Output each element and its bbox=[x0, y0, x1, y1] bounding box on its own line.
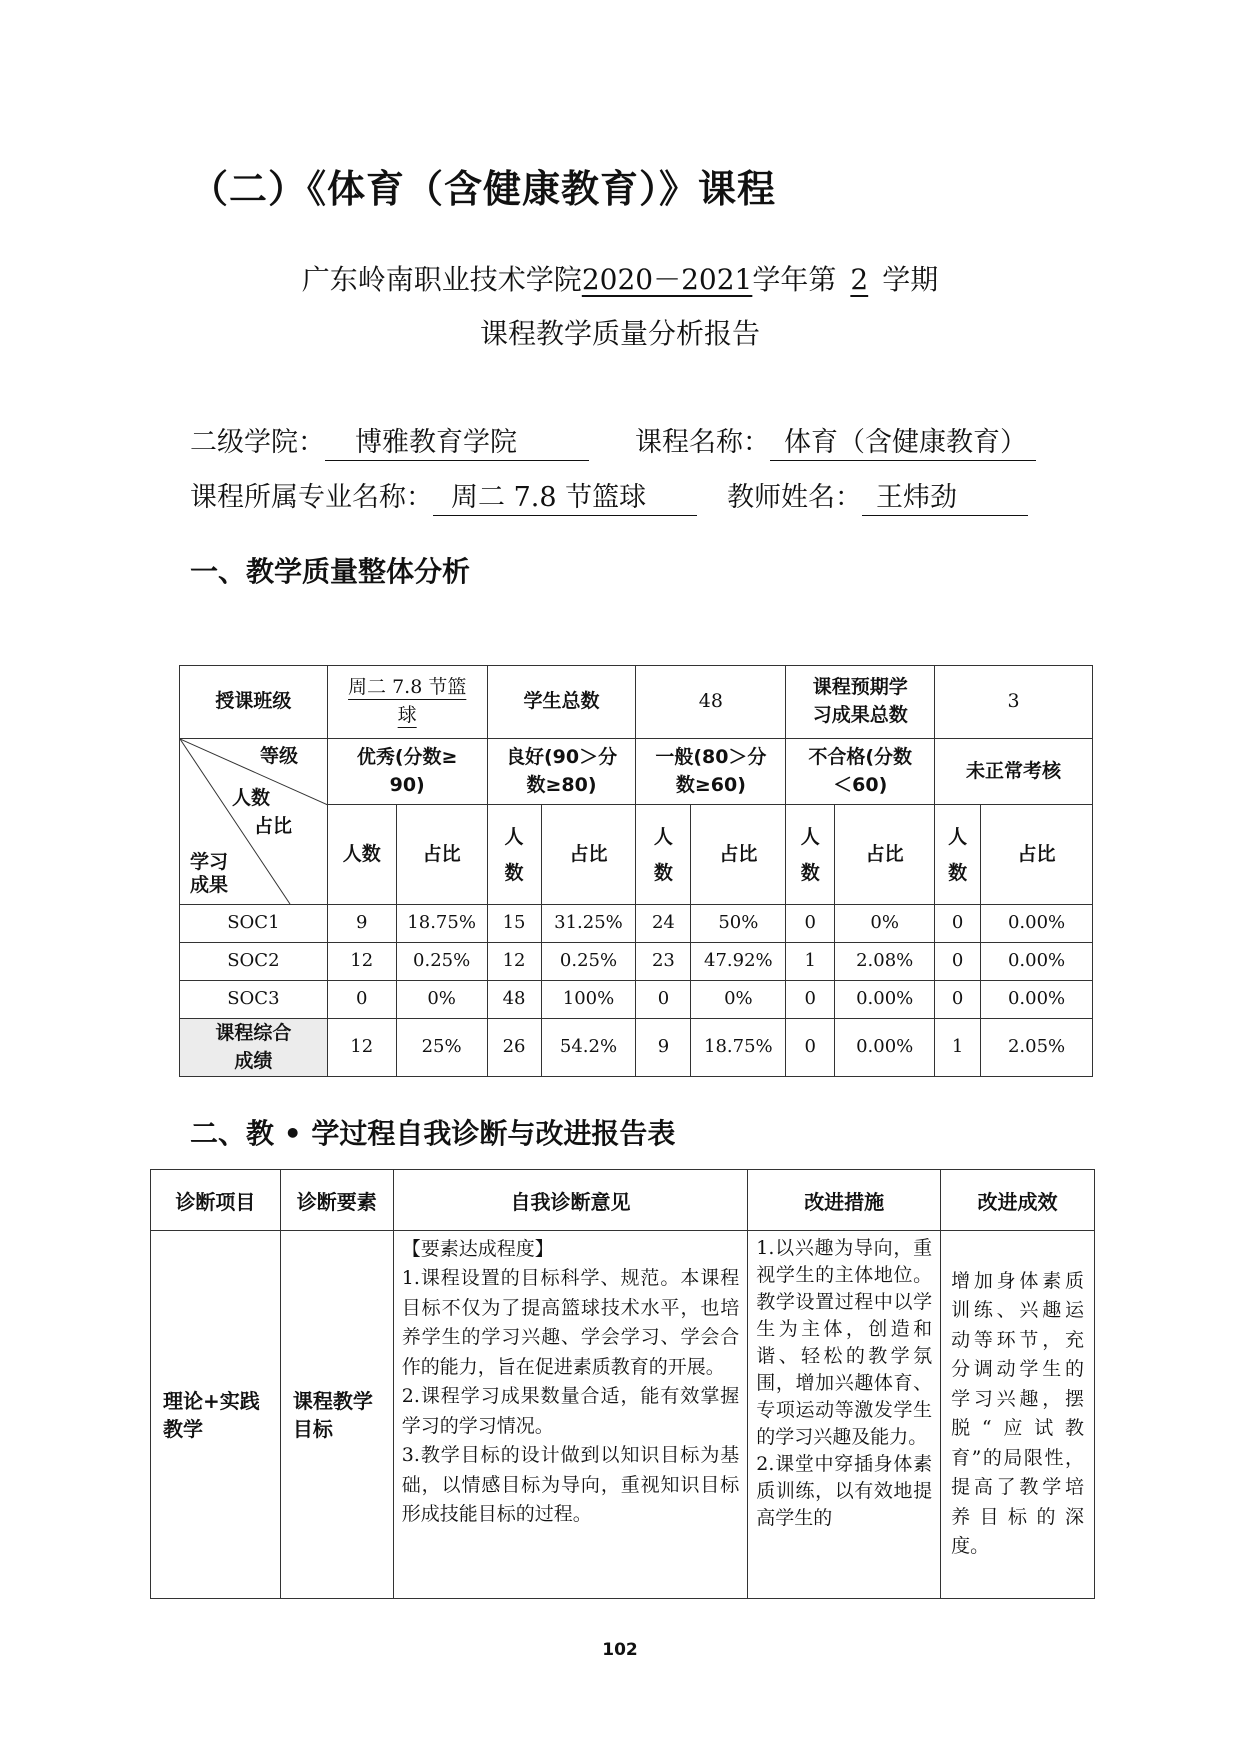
cell: 0.00% bbox=[835, 981, 935, 1019]
grade-good: 良好(90＞分 数≥80) bbox=[487, 739, 636, 805]
diag-count-label: 人数 bbox=[232, 787, 271, 809]
cell: 100% bbox=[541, 981, 636, 1019]
diagonal-header-cell bbox=[180, 739, 328, 905]
cell: 0.00% bbox=[981, 981, 1093, 1019]
cell: 12 bbox=[327, 943, 396, 981]
count-header: 人 数 bbox=[786, 805, 835, 905]
year-suffix: 学年第 bbox=[752, 263, 837, 296]
course-value: 体育（含健康教育） bbox=[770, 426, 1036, 461]
major-label: 课程所属专业名称： bbox=[190, 482, 433, 513]
school-name: 广东岭南职业技术学院 bbox=[301, 263, 582, 296]
header-diagnosis-item: 诊断项目 bbox=[151, 1170, 281, 1231]
cell: 1 bbox=[786, 943, 835, 981]
cell: 50% bbox=[691, 905, 786, 943]
count-header: 人 数 bbox=[487, 805, 541, 905]
section-title-self-diagnosis: 二、教 • 学过程自我诊断与改进报告表 bbox=[190, 1117, 676, 1150]
year-range: 2020－2021 bbox=[581, 263, 753, 296]
header-diagnosis-element: 诊断要素 bbox=[280, 1170, 393, 1231]
expected-outcomes-value: 3 bbox=[935, 666, 1093, 739]
teacher-value: 王炜劲 bbox=[862, 481, 1028, 516]
opinion-heading: 【要素达成程度】 bbox=[401, 1238, 554, 1260]
total-row-name: 课程综合 成绩 bbox=[180, 1019, 328, 1077]
diag-ratio-label: 占比 bbox=[254, 815, 293, 837]
expected-outcomes-label: 课程预期学 习成果总数 bbox=[786, 666, 935, 739]
info-row-college-course bbox=[190, 420, 1036, 461]
cell: 0 bbox=[786, 981, 835, 1019]
diag-outcome-label: 学习 成果 bbox=[190, 851, 229, 896]
grade-fail: 不合格(分数 ＜60) bbox=[786, 739, 935, 805]
ratio-header: 占比 bbox=[981, 805, 1093, 905]
cell: 54.2% bbox=[541, 1019, 636, 1077]
college-label: 二级学院： bbox=[190, 427, 325, 458]
measures-text bbox=[748, 1231, 941, 1599]
cell: 0.25% bbox=[541, 943, 636, 981]
cell: 0.00% bbox=[835, 1019, 935, 1077]
cell: 0.25% bbox=[396, 943, 487, 981]
ratio-header: 占比 bbox=[691, 805, 786, 905]
count-header: 人 数 bbox=[935, 805, 981, 905]
teacher-label: 教师姓名： bbox=[727, 482, 862, 513]
grade-excellent: 优秀(分数≥ 90) bbox=[327, 739, 487, 805]
cell: 0 bbox=[636, 981, 691, 1019]
opinion-point: 1.课程设置的目标科学、规范。本课程目标不仅为了提高篮球技术水平，也培养学生的学习兴趣、学会学习、学会合作的能力，旨在促进素质教育的开展。 bbox=[401, 1267, 740, 1378]
grade-not-assessed: 未正常考核 bbox=[935, 739, 1093, 805]
ratio-header: 占比 bbox=[396, 805, 487, 905]
table-row bbox=[180, 943, 1093, 981]
measure-point: 2.课堂中穿插身体素质训练，以有效地提高学生的 bbox=[756, 1452, 933, 1529]
cell: 31.25% bbox=[541, 905, 636, 943]
header-effect: 改进成效 bbox=[941, 1170, 1095, 1231]
grade-average: 一般(80＞分 数≥60) bbox=[636, 739, 786, 805]
cell: 9 bbox=[636, 1019, 691, 1077]
cell: 2.08% bbox=[835, 943, 935, 981]
ratio-header: 占比 bbox=[541, 805, 636, 905]
class-label: 授课班级 bbox=[180, 666, 328, 739]
major-value: 周二 7.8 节篮球 bbox=[433, 481, 697, 516]
self-opinion-text bbox=[393, 1231, 748, 1599]
outcome-name: SOC3 bbox=[180, 981, 328, 1019]
cell: 18.75% bbox=[691, 1019, 786, 1077]
cell: 0 bbox=[786, 905, 835, 943]
cell: 25% bbox=[396, 1019, 487, 1077]
count-header: 人数 bbox=[327, 805, 396, 905]
cell: 0% bbox=[835, 905, 935, 943]
cell: 15 bbox=[487, 905, 541, 943]
cell: 2.05% bbox=[981, 1019, 1093, 1077]
quality-analysis-table bbox=[179, 665, 1093, 1077]
header-measures: 改进措施 bbox=[748, 1170, 941, 1231]
total-row bbox=[180, 1019, 1093, 1077]
report-header-school bbox=[0, 258, 1240, 298]
ratio-header: 占比 bbox=[835, 805, 935, 905]
page-title: （二）《体育（含健康教育）》课程 bbox=[190, 167, 777, 211]
measure-point: 1.以兴趣为导向，重视学生的主体地位。教学设置过程中以学生为主体，创造和谐、轻松的教学氛围，增加兴趣体育、专项运动等激发学生的学习兴趣及能力。 bbox=[756, 1237, 933, 1448]
cell: 0.00% bbox=[981, 943, 1093, 981]
cell: 23 bbox=[636, 943, 691, 981]
cell: 0 bbox=[935, 943, 981, 981]
term-suffix: 学期 bbox=[882, 263, 939, 296]
cell: 47.92% bbox=[691, 943, 786, 981]
self-diagnosis-table bbox=[150, 1169, 1095, 1599]
class-value: 周二 7.8 节篮 球 bbox=[327, 666, 487, 739]
total-students-value: 48 bbox=[636, 666, 786, 739]
cell: 12 bbox=[487, 943, 541, 981]
course-label: 课程名称： bbox=[635, 427, 770, 458]
cell: 0 bbox=[327, 981, 396, 1019]
diagnosis-item: 理论+实践 教学 bbox=[151, 1231, 281, 1599]
cell: 18.75% bbox=[396, 905, 487, 943]
info-row-major-teacher bbox=[190, 475, 1028, 516]
count-header: 人 数 bbox=[636, 805, 691, 905]
table-row bbox=[180, 981, 1093, 1019]
report-title: 课程教学质量分析报告 bbox=[479, 317, 760, 350]
opinion-point: 2.课程学习成果数量合适，能有效掌握学习的学习情况。 bbox=[401, 1385, 740, 1437]
diagnosis-element: 课程教学 目标 bbox=[280, 1231, 393, 1599]
total-students-label: 学生总数 bbox=[487, 666, 636, 739]
college-value: 博雅教育学院 bbox=[325, 426, 589, 461]
cell: 24 bbox=[636, 905, 691, 943]
opinion-point: 3.教学目标的设计做到以知识目标为基础，以情感目标为导向，重视知识目标形成技能目标的过程。 bbox=[401, 1444, 740, 1525]
page-number: 102 bbox=[602, 1640, 638, 1660]
cell: 1 bbox=[935, 1019, 981, 1077]
cell: 12 bbox=[327, 1019, 396, 1077]
cell: 26 bbox=[487, 1019, 541, 1077]
cell: 0 bbox=[786, 1019, 835, 1077]
cell: 0.00% bbox=[981, 905, 1093, 943]
section-title-quality-analysis: 一、教学质量整体分析 bbox=[190, 555, 471, 588]
cell: 48 bbox=[487, 981, 541, 1019]
outcome-name: SOC1 bbox=[180, 905, 328, 943]
cell: 0% bbox=[396, 981, 487, 1019]
diag-grade-label: 等级 bbox=[260, 745, 299, 767]
cell: 0 bbox=[935, 981, 981, 1019]
effect-text: 增加身体素质训练、兴趣运动等环节，充分调动学生的学习兴趣，摆脱“应试教育”的局限性，提高了教学培养目标的深度。 bbox=[941, 1231, 1095, 1599]
term-number: 2 bbox=[850, 263, 869, 296]
outcome-name: SOC2 bbox=[180, 943, 328, 981]
table-row bbox=[180, 905, 1093, 943]
header-self-opinion: 自我诊断意见 bbox=[393, 1170, 748, 1231]
cell: 0 bbox=[935, 905, 981, 943]
cell: 9 bbox=[327, 905, 396, 943]
cell: 0% bbox=[691, 981, 786, 1019]
